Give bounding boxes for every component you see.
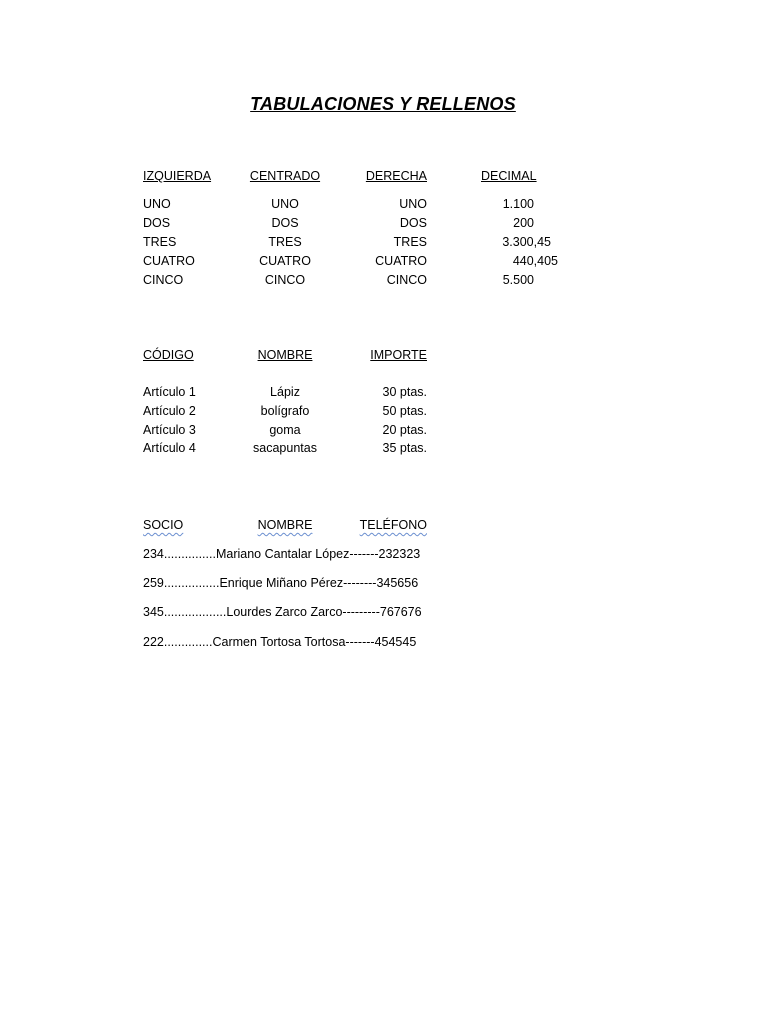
header-izquierda: IZQUIERDA bbox=[143, 169, 212, 183]
member-id: 222 bbox=[143, 635, 164, 649]
cell-decimal: 1.100 bbox=[502, 197, 534, 211]
member-id: 259 bbox=[143, 576, 164, 590]
header-nombre: NOMBRE bbox=[257, 518, 313, 532]
header-socio: SOCIO bbox=[143, 518, 184, 532]
cell-importe: 20 ptas. bbox=[382, 423, 427, 437]
dot-leader: ................ bbox=[163, 576, 220, 590]
cell-importe: 35 ptas. bbox=[382, 441, 427, 455]
cell-codigo: Artículo 3 bbox=[143, 423, 196, 437]
cell-centrado: CUATRO bbox=[259, 254, 311, 268]
cell-derecha: CUATRO bbox=[375, 254, 427, 268]
cell-centrado: DOS bbox=[271, 216, 299, 230]
cell-nombre: Lápiz bbox=[270, 385, 300, 399]
cell-izquierda: DOS bbox=[143, 216, 171, 230]
cell-decimal: 200 bbox=[513, 216, 534, 230]
cell-decimal: 440,405 bbox=[512, 254, 558, 268]
cell-derecha: UNO bbox=[399, 197, 427, 211]
dot-leader: .................. bbox=[163, 605, 227, 619]
cell-centrado: UNO bbox=[271, 197, 299, 211]
dash-leader: ------- bbox=[345, 635, 375, 649]
header-decimal: DECIMAL bbox=[481, 169, 537, 183]
member-phone: 232323 bbox=[378, 547, 421, 561]
cell-codigo: Artículo 1 bbox=[143, 385, 196, 399]
dash-leader: --------- bbox=[342, 605, 380, 619]
member-id: 234 bbox=[143, 547, 164, 561]
header-importe: IMPORTE bbox=[370, 348, 427, 362]
cell-decimal: 5.500 bbox=[502, 273, 534, 287]
cell-nombre: sacapuntas bbox=[253, 441, 317, 455]
cell-nombre: bolígrafo bbox=[260, 404, 310, 418]
member-row bbox=[143, 604, 427, 620]
dash-leader: ------- bbox=[349, 547, 379, 561]
member-row bbox=[143, 546, 427, 562]
dot-leader: .............. bbox=[163, 635, 213, 649]
cell-izquierda: TRES bbox=[143, 235, 177, 249]
member-row bbox=[143, 575, 427, 591]
cell-derecha: DOS bbox=[399, 216, 427, 230]
dot-leader: ............... bbox=[163, 547, 216, 561]
header-centrado: CENTRADO bbox=[249, 169, 321, 183]
cell-izquierda: CUATRO bbox=[143, 254, 195, 268]
cell-codigo: Artículo 2 bbox=[143, 404, 196, 418]
page-title: TABULACIONES Y RELLENOS bbox=[250, 94, 516, 114]
header-telefono: TELÉFONO bbox=[359, 518, 427, 532]
cell-codigo: Artículo 4 bbox=[143, 441, 196, 455]
member-phone: 767676 bbox=[379, 605, 422, 619]
cell-nombre: goma bbox=[269, 423, 301, 437]
cell-importe: 30 ptas. bbox=[382, 385, 427, 399]
member-name: Carmen Tortosa Tortosa bbox=[212, 635, 346, 649]
member-name: Enrique Miñano Pérez bbox=[219, 576, 344, 590]
cell-centrado: TRES bbox=[268, 235, 302, 249]
member-name: Lourdes Zarco Zarco bbox=[226, 605, 343, 619]
member-name: Mariano Cantalar López bbox=[215, 547, 350, 561]
header-codigo: CÓDIGO bbox=[143, 348, 194, 362]
member-phone: 454545 bbox=[374, 635, 417, 649]
cell-izquierda: CINCO bbox=[143, 273, 184, 287]
cell-importe: 50 ptas. bbox=[382, 404, 427, 418]
member-id: 345 bbox=[143, 605, 164, 619]
cell-decimal: 3.300,45 bbox=[502, 235, 551, 249]
header-derecha: DERECHA bbox=[365, 169, 427, 183]
cell-centrado: CINCO bbox=[264, 273, 306, 287]
cell-derecha: TRES bbox=[393, 235, 427, 249]
member-row bbox=[143, 634, 427, 650]
cell-izquierda: UNO bbox=[143, 197, 171, 211]
dash-leader: -------- bbox=[343, 576, 377, 590]
cell-derecha: CINCO bbox=[386, 273, 427, 287]
member-phone: 345656 bbox=[376, 576, 419, 590]
header-nombre: NOMBRE bbox=[257, 348, 313, 362]
